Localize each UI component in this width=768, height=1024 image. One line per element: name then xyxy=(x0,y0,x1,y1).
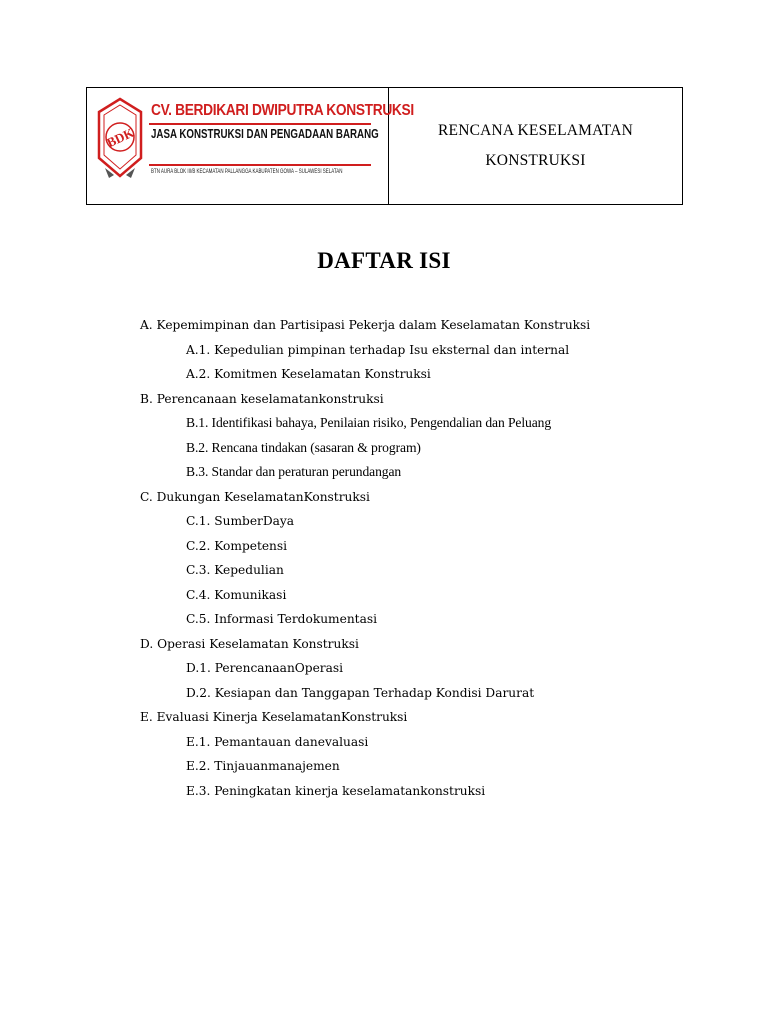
toc-section: A. Kepemimpinan dan Partisipasi Pekerja dalam Keselamatan Konstruksi xyxy=(140,318,591,332)
table-of-contents xyxy=(140,313,590,803)
page-title: DAFTAR ISI xyxy=(317,248,451,273)
toc-subsection: C.2. Kompetensi xyxy=(186,538,288,553)
toc-subsection: E.1. Pemantauan danevaluasi xyxy=(186,734,369,749)
toc-subsection: D.1. PerencanaanOperasi xyxy=(186,661,344,675)
header-title-line-2: KONSTRUKSI xyxy=(485,152,586,169)
toc-subsection: A.2. Komitmen Keselamatan Konstruksi xyxy=(186,367,431,381)
toc-subsection: C.3. Kepedulian xyxy=(186,563,284,577)
document-header xyxy=(86,87,683,205)
toc-subsection: C.4. Komunikasi xyxy=(186,587,287,602)
toc-section: B. Perencanaan keselamatankonstruksi xyxy=(140,391,384,406)
toc-subsection: E.3. Peningkatan kinerja keselamatankonstruksi xyxy=(186,783,486,798)
seal-initials: BDK xyxy=(104,124,137,151)
header-title-line-1: RENCANA KESELAMATAN xyxy=(437,122,634,139)
toc-subsection: E.2. Tinjauanmanajemen xyxy=(186,759,340,773)
company-name: CV. BERDIKARI DWIPUTRA KONSTRUKSI xyxy=(151,102,414,119)
toc-subsection: D.2. Kesiapan dan Tanggapan Terhadap Kondisi Darurat xyxy=(186,685,535,700)
toc-section: D. Operasi Keselamatan Konstruksi xyxy=(140,636,359,651)
divider xyxy=(149,164,371,166)
company-tagline: JASA KONSTRUKSI DAN PENGADAAN BARANG xyxy=(151,127,379,141)
toc-subsection: B.2. Rencana tindakan (sasaran & program) xyxy=(186,439,421,455)
company-logo-cell xyxy=(87,88,414,204)
company-address: BTN AURA BLOK III/B KECAMATAN PALLANGGA KABUPATEN GOWA – SULAWESI SELATAN xyxy=(151,168,343,175)
toc-section: E. Evaluasi Kinerja KeselamatanKonstruksi xyxy=(140,710,408,724)
toc-subsection: A.1. Kepedulian pimpinan terhadap Isu eksternal dan internal xyxy=(186,342,570,357)
header-title-cell xyxy=(389,88,682,204)
toc-subsection: B.3. Standar dan peraturan perundangan xyxy=(186,464,402,479)
toc-subsection: B.1. Identifikasi bahaya, Penilaian risiko, Pengendalian dan Peluang xyxy=(186,415,552,430)
toc-subsection: C.5. Informasi Terdokumentasi xyxy=(186,612,377,626)
company-seal-icon xyxy=(96,96,144,180)
divider xyxy=(149,123,371,125)
toc-subsection: C.1. SumberDaya xyxy=(186,514,295,528)
toc-section: C. Dukungan KeselamatanKonstruksi xyxy=(140,489,370,504)
